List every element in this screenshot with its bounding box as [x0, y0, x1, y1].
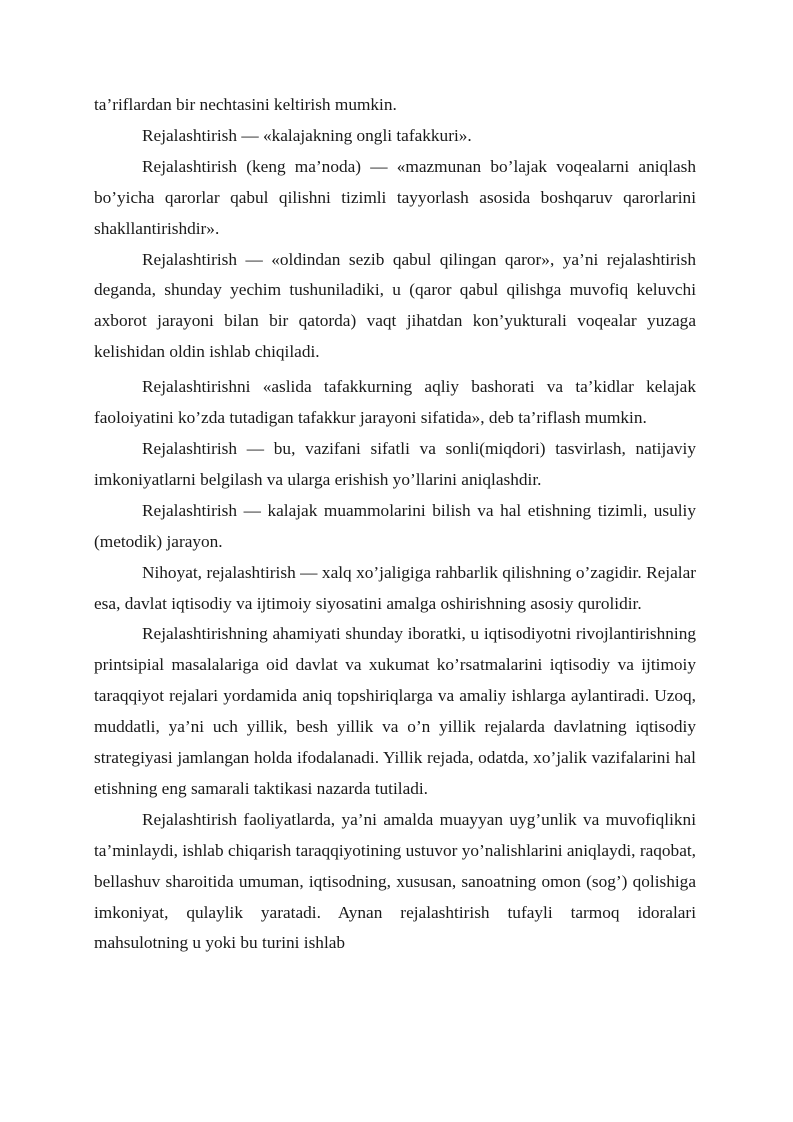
paragraph-5: Rejalashtirishni «aslida tafakkurning aqliy bashorati va ta’kidlar kelajak faoloiyatini ko’zda tutadigan tafakkur jarayoni sifatida», deb ta’riflash mumkin. — [94, 377, 696, 428]
paragraph-1: ta’riflardan bir nechtasini keltirish mumkin. — [94, 95, 397, 114]
paragraph-9: Rejalashtirishning ahamiyati shunday iboratki, u iqtisodiyotni rivojlantirishning printsipial masalalariga oid davlat va xukumat ko’rsatmalarini iqtisodiy va ijtimoiy taraqqiyot rejalari yordamida aniq topshiriqlarga va amaliy ishlarga aylantiradi. Uzoq, muddatli, ya’ni uch yillik, besh yillik va o’n yillik rejalarda davlatning iqtisodiy strategiyasi jamlangan holda ifodalanadi. Yillik rejada, odatda, xo’jalik vazifalarini hal etishning eng samarali taktikasi nazarda tutiladi. — [94, 624, 696, 798]
paragraph-3: Rejalashtirish (keng ma’noda) — «mazmunan bo’lajak voqealarni aniqlash bo’yicha qarorlar qabul qilishni tizimli tayyorlash asosida boshqaruv qarorlarini shakllantirishdir». — [94, 156, 696, 238]
paragraph-2: Rejalashtirish — «kalajakning ongli tafakkuri». — [142, 125, 472, 145]
paragraph-6: Rejalashtirish — bu, vazifani sifatli va sonli(miqdori) tasvirlash, natijaviy imkoniyatlarni belgilash va ularga erishish yo’llarini aniqlashdir. — [94, 438, 696, 489]
paragraph-8: Nihoyat, rejalashtirish — xalq xo’jaligiga rahbarlik qilishning o’zagidir. Rejalar esa, davlat iqtisodiy va ijtimoiy siyosatini amalga oshirishning asosiy qurolidir. — [94, 562, 696, 613]
paragraph-10: Rejalashtirish faoliyatlarda, ya’ni amalda muayyan uyg’unlik va muvofiqlikni ta’minlaydi, ishlab chiqarish taraqqiyotining ustuvor yo’nalishlarini aniqlaydi, raqobat, bellashuv sharoitida umuman, iqtisodning, xususan, sanoatning omon (sog’) qolishiga imkoniyat, qulaylik yaratadi. Aynan rejalashtirish tufayli tarmoq idoralari mahsulotning u yoki bu turini ishlab — [94, 809, 696, 953]
paragraph-7: Rejalashtirish — kalajak muammolarini bilish va hal etishning tizimli, usuliy (metodik) jarayon. — [94, 500, 696, 551]
paragraph-4: Rejalashtirish — «oldindan sezib qabul qilingan qaror», ya’ni rejalashtirish deganda, shunday yechim tushuniladiki, u (qaror qabul qilishga muvofiq keluvchi axborot jarayoni bilan bir qatorda) vaqt jihatdan kon’yukturali voqealar yuzaga kelishidan oldin ishlab chiqiladi. — [94, 249, 696, 362]
